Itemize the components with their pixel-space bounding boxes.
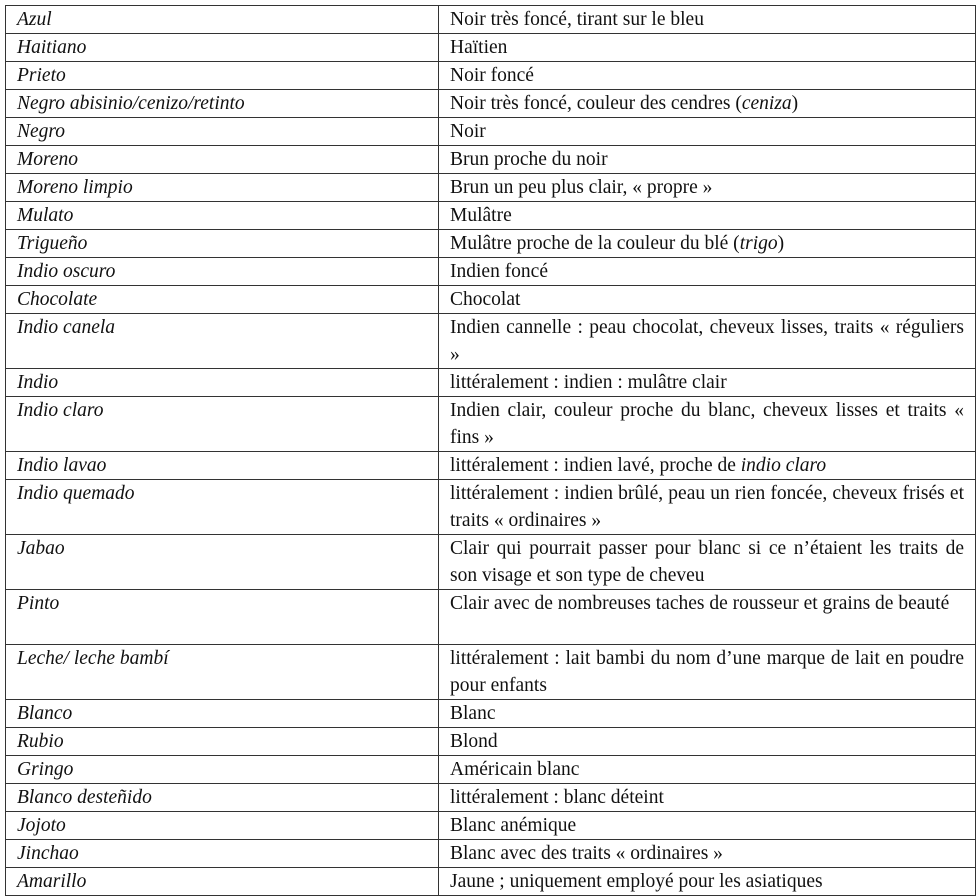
- french-definition: [439, 286, 976, 314]
- spanish-term: Indio claro: [6, 397, 439, 452]
- french-definition: [439, 868, 976, 896]
- spanish-term: Indio quemado: [6, 480, 439, 535]
- spanish-term: Pinto: [6, 590, 439, 645]
- spanish-term: Rubio: [6, 728, 439, 756]
- definition-text: littéralement : lait bambi du nom d’une marque de lait en poudre pour enfants: [450, 648, 964, 696]
- french-definition: [439, 369, 976, 397]
- spanish-term: Trigueño: [6, 230, 439, 258]
- spanish-term: Jabao: [6, 535, 439, 590]
- spanish-term: Indio lavao: [6, 452, 439, 480]
- french-definition: [439, 258, 976, 286]
- table-row: [6, 314, 976, 369]
- italic-term: indio claro: [740, 455, 827, 476]
- spanish-term: Negro abisinio/cenizo/retinto: [6, 90, 439, 118]
- french-definition: [439, 840, 976, 868]
- definition-text: Indien foncé: [450, 261, 548, 282]
- french-definition: [439, 90, 976, 118]
- definition-text: littéralement : indien lavé, proche de: [450, 455, 741, 476]
- italic-term: trigo: [739, 233, 778, 254]
- french-definition: [439, 146, 976, 174]
- definition-text: Chocolat: [450, 289, 521, 310]
- table-row: [6, 452, 976, 480]
- table-row: [6, 812, 976, 840]
- french-definition: [439, 118, 976, 146]
- definition-text: Mulâtre: [450, 205, 512, 226]
- definition-text: Mulâtre proche de la couleur du blé (: [450, 233, 740, 254]
- spanish-term: Negro: [6, 118, 439, 146]
- table-row: [6, 62, 976, 90]
- spanish-term: Indio oscuro: [6, 258, 439, 286]
- table-row: [6, 397, 976, 452]
- table-row: [6, 535, 976, 590]
- table-row: [6, 645, 976, 700]
- spanish-term: Mulato: [6, 202, 439, 230]
- french-definition: [439, 728, 976, 756]
- table-row: [6, 784, 976, 812]
- table-row: [6, 202, 976, 230]
- definition-text: ): [791, 93, 799, 114]
- spanish-term: Haitiano: [6, 34, 439, 62]
- french-definition: [439, 590, 976, 645]
- table-row: [6, 258, 976, 286]
- definition-text: Indien cannelle : peau chocolat, cheveux lisses, traits « réguliers »: [450, 317, 964, 365]
- french-definition: [439, 314, 976, 369]
- table-row: [6, 480, 976, 535]
- french-definition: [439, 784, 976, 812]
- table-row: [6, 840, 976, 868]
- french-definition: [439, 6, 976, 34]
- definition-text: Noir foncé: [450, 65, 534, 86]
- french-definition: [439, 34, 976, 62]
- spanish-term: Indio canela: [6, 314, 439, 369]
- definition-text: Indien clair, couleur proche du blanc, cheveux lisses et traits « fins »: [450, 400, 964, 448]
- spanish-term: Azul: [6, 6, 439, 34]
- french-definition: [439, 812, 976, 840]
- definition-text: Blanc: [450, 703, 496, 724]
- definition-text: Américain blanc: [450, 759, 580, 780]
- definition-text: Haïtien: [450, 37, 508, 58]
- table-row: [6, 34, 976, 62]
- spanish-term: Prieto: [6, 62, 439, 90]
- spanish-term: Moreno limpio: [6, 174, 439, 202]
- definition-text: littéralement : indien : mulâtre clair: [450, 372, 727, 393]
- table-row: [6, 90, 976, 118]
- spanish-term: Moreno: [6, 146, 439, 174]
- definition-text: Noir très foncé, couleur des cendres (: [450, 93, 742, 114]
- table-row: [6, 286, 976, 314]
- definition-text: Blond: [450, 731, 498, 752]
- table-row: [6, 369, 976, 397]
- definition-text: Blanc anémique: [450, 815, 577, 836]
- spanish-term: Gringo: [6, 756, 439, 784]
- definition-text: Brun un peu plus clair, « propre »: [450, 177, 713, 198]
- table-row: [6, 230, 976, 258]
- french-definition: [439, 62, 976, 90]
- table-row: [6, 700, 976, 728]
- french-definition: [439, 452, 976, 480]
- french-definition: [439, 700, 976, 728]
- definition-text: Brun proche du noir: [450, 149, 608, 170]
- definition-text: Clair avec de nombreuses taches de rousseur et grains de beauté: [450, 593, 950, 614]
- definition-text: littéralement : blanc déteint: [450, 787, 664, 808]
- table-row: [6, 728, 976, 756]
- spanish-term: Chocolate: [6, 286, 439, 314]
- definition-text: Jaune ; uniquement employé pour les asiatiques: [450, 871, 823, 892]
- table-row: [6, 868, 976, 896]
- spanish-term: Leche/ leche bambí: [6, 645, 439, 700]
- spanish-term: Amarillo: [6, 868, 439, 896]
- spanish-term: Blanco: [6, 700, 439, 728]
- french-definition: [439, 645, 976, 700]
- table-row: [6, 146, 976, 174]
- definition-text: Noir très foncé, tirant sur le bleu: [450, 9, 704, 30]
- table-row: [6, 590, 976, 645]
- french-definition: [439, 230, 976, 258]
- color-terms-table: [5, 5, 976, 896]
- spanish-term: Indio: [6, 369, 439, 397]
- french-definition: [439, 174, 976, 202]
- spanish-term: Blanco desteñido: [6, 784, 439, 812]
- table-row: [6, 6, 976, 34]
- definition-text: littéralement : indien brûlé, peau un rien foncée, cheveux frisés et traits « ordinaires »: [450, 483, 964, 531]
- table-row: [6, 118, 976, 146]
- definition-text: Blanc avec des traits « ordinaires »: [450, 843, 723, 864]
- italic-term: ceniza: [741, 93, 792, 114]
- table-row: [6, 174, 976, 202]
- french-definition: [439, 397, 976, 452]
- french-definition: [439, 480, 976, 535]
- french-definition: [439, 535, 976, 590]
- table-row: [6, 756, 976, 784]
- french-definition: [439, 756, 976, 784]
- definition-text: Clair qui pourrait passer pour blanc si ce n’étaient les traits de son visage et son type de cheveu: [450, 538, 964, 586]
- table-body: [6, 6, 976, 896]
- spanish-term: Jojoto: [6, 812, 439, 840]
- spanish-term: Jinchao: [6, 840, 439, 868]
- french-definition: [439, 202, 976, 230]
- definition-text: Noir: [450, 121, 486, 142]
- definition-text: ): [777, 233, 785, 254]
